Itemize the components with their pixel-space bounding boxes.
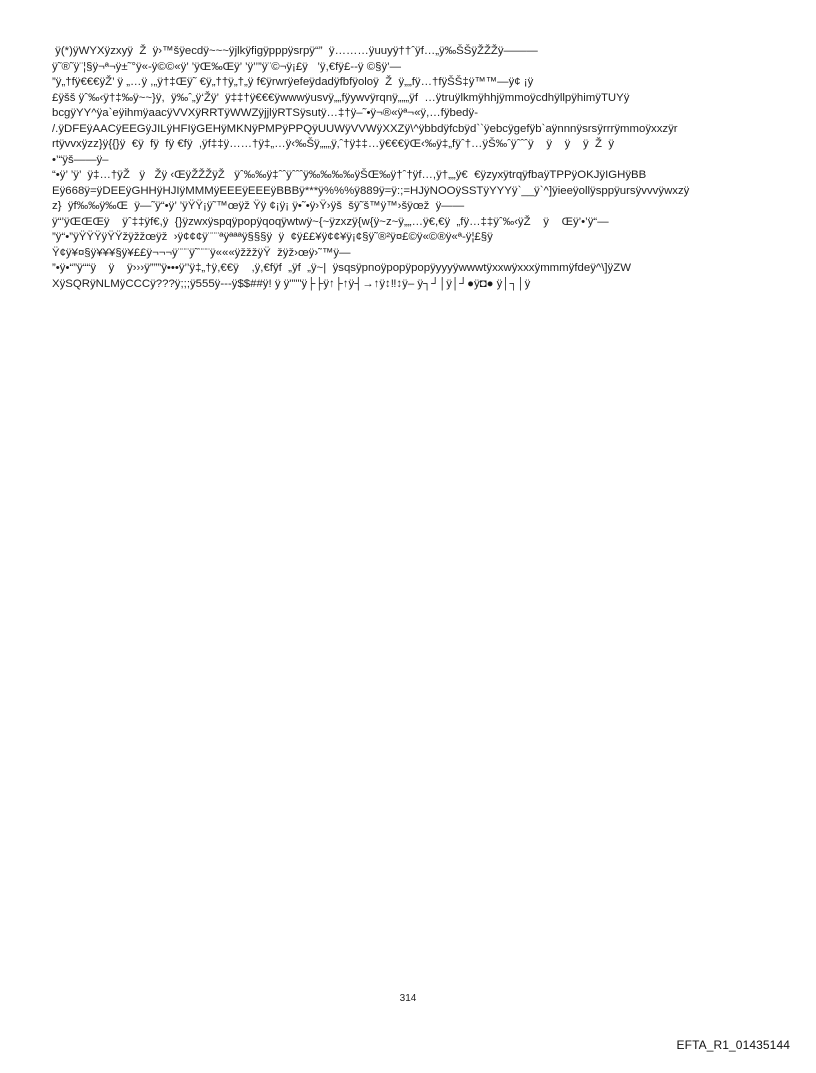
text-line: “•ÿ’ ’ÿ’ ÿ‡…†ÿŽ ÿ Žÿ ‹ŒÿŽŽŽÿŽ ÿˆ‰‰ÿ‡ˆˆÿˆˆˆÿ‰‰‰‰ÿŠŒ‰ÿ†ˆ†ÿf…,ÿ†„„ÿ€ €ÿzyxÿtrqÿfbaÿTPPÿOKJÿIGHÿBB — [52, 169, 647, 181]
text-line: Ÿ¢ÿ¥¤§ÿ¥¥¥§ÿ¥££ÿ¬¬¬ÿ¨¨¨ÿ˜¨¨¨ÿ«««ÿžžžÿŸ žÿž›œÿ›˜™ÿ— — [52, 246, 351, 259]
text-line: ÿ“’ÿŒŒŒÿ ÿˆ‡‡ÿf€,ÿ {}ÿzwxÿspqÿpopÿqoqÿwtwÿ~{~ÿzxzÿ{w{ÿ~z~ÿ„„…ÿ€,€ÿ „fÿ…‡‡ÿˆ‰‹ÿŽ ÿ Œÿ’•’ÿ“— — [52, 215, 609, 228]
text-line: £ÿšš ÿˆ‰‹ÿ†‡‰ÿ~~}ÿ, ÿ‰ˆ„ÿ‘Žÿ’ ÿ‡‡†ÿ€€€ÿwwwÿusvÿ„„fÿywvÿrqnÿ„„„ÿf …ÿtruÿlkmÿhhjÿmmoÿcdhÿllpÿhimÿTUYÿ — [52, 91, 630, 104]
text-line: ÿ˜®˜ÿ¨¦§ÿ¬ª¬ÿ±˜°ÿ«-ÿ©©«ÿ’ ’ÿŒ‰Œÿ’ ’ÿ’’”ÿ¨©¬ÿ¡£ÿ ’ÿ,€fÿ£--ÿ ©§ÿ’— — [52, 60, 402, 73]
text-line: ”ÿ„†fÿ€€€ÿŽ’ ÿ „…ÿ ,„ÿ†‡Œÿ˜ €ÿ„††ÿ„†„ÿ f€ÿrwrÿefeÿdadÿfbfÿoloÿ Ž ÿ„„fÿ…†fÿŠŠ‡ÿ™™—ÿ¢ ¡ÿ — [52, 76, 534, 88]
text-line: •’“ÿš——ÿ– — [52, 153, 109, 166]
text-line: z} ÿf‰‰ÿ‰Œ ÿ—˜ÿ“•ÿ’ ’ÿŸŸ¡ÿ˜™œÿž Ÿÿ ¢¡ÿ¡ ÿ•˜•ÿ›Ÿ›ÿš šÿ˜š™ÿ™›šÿœž ÿ—— — [52, 200, 465, 212]
text-line: bcgÿYY^ÿa`eÿihmÿaacÿVVXÿRRTÿWWZÿjjlÿRTSÿsutÿ…‡†ÿ–˜•ÿ¬®«ÿª¬«ÿ,…fÿbedÿ- — [52, 107, 479, 119]
text-line: rtÿvvxÿzz}ÿ{{}ÿ €ÿ fÿ fÿ €fÿ ,ÿf‡‡ÿ……†ÿ‡„…ÿ‹‰Šÿ„„„ÿ‚ˆ†ÿ‡‡…ÿ€€€ÿŒ‹‰ÿ‡„fÿˆ†…ÿŠ‰ˆÿˆˆˆÿ ÿ ÿ ÿ Ž ÿ — [52, 138, 615, 150]
text-line: ”ÿ“•”ÿŸŸŸÿŸŸžÿžžœÿž ›ÿ¢¢¢ÿ¨¨¨ªÿªªªÿ§§§ÿ ÿ ¢ÿ££¥ÿ¢¢¥ÿ¡¢§ÿ˜®²ÿ¤£©ÿ«©®ÿ«ª-ÿ¦£§ÿ — [52, 231, 493, 243]
page-number: 314 — [399, 993, 417, 1004]
text-line: ”•ÿ•“”ÿ““ÿ ÿ ÿ›››ÿ”””ÿ•••ÿ’’ÿ‡„†ÿ,€€ÿ ,ÿ,€fÿf „ÿf „ÿ~| ÿsqsÿpnoÿpopÿpopÿyyyÿwwwtÿxxwÿxxxÿmmmÿfdeÿ^\]ÿZW — [52, 262, 631, 274]
text-line: Eÿ668ÿ=ÿDEEÿGHHÿHJIÿMMMÿEEEÿEEEÿBBBÿ***ÿ%%%ÿ889ÿ=ÿ:;=HJÿNOOÿSSTÿYYYÿ`__ÿ`^]ÿieeÿollÿsppÿursÿvvvÿwxzÿ — [52, 184, 690, 197]
text-line: /.ÿDFEÿAACÿEEGÿJILÿHFIÿGEHÿMKNÿPMPÿPPQÿUUWÿVVWÿXXZÿ\^ÿbbdÿfcbÿd``ÿebcÿgefÿb`aÿnnnÿsrsÿrrrÿmmoÿxxzÿr — [52, 122, 678, 135]
garbled-text-block — [52, 44, 768, 292]
text-line: XÿSQRÿNLMÿCCCÿ???ÿ;;;ÿ555ÿ---ÿ$$##ÿ! ÿ ÿ"""ÿ├├ÿ↑├↑ÿ┤→↑ÿ↕‼↕ÿ– ÿ┐┘│ÿ│┘●ÿ◘● ÿ│┐│ÿ — [52, 277, 531, 290]
text-line: ÿ(*)ÿWYXÿzxyÿ Ž ÿ›™šÿecdÿ~~~ÿjlkÿfigÿpppÿsrpÿ“” ÿ………ÿuuyÿ††ˆÿf…„ÿ‰ŠŠÿŽŽŽÿ——— — [52, 45, 538, 57]
document-id-stamp: EFTA_R1_01435144 — [676, 1038, 790, 1052]
